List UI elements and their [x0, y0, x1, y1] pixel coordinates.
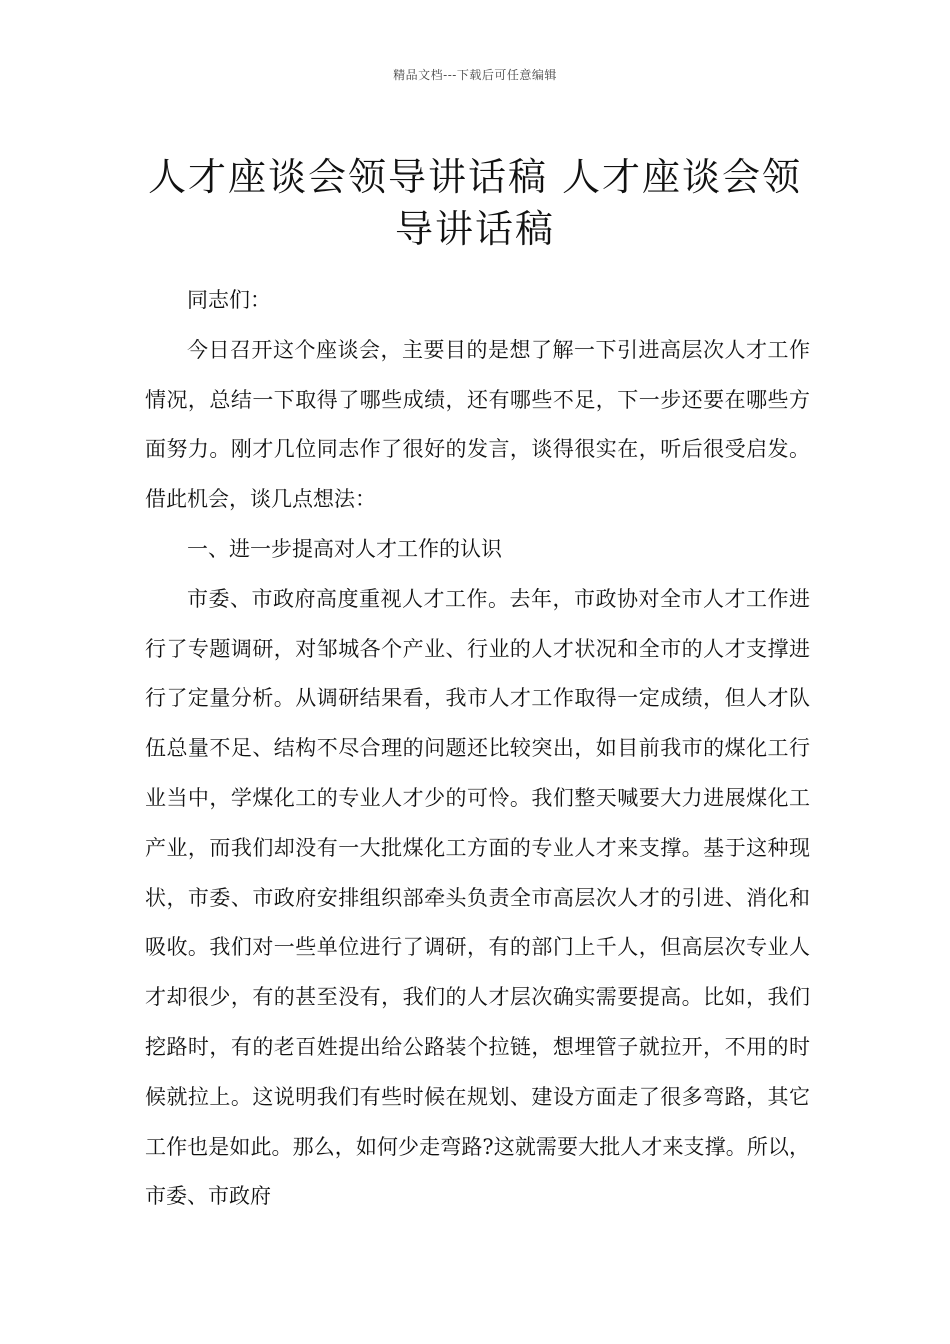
- salutation-paragraph: 同志们：: [187, 288, 271, 312]
- document-body: [145, 276, 810, 1222]
- document-title: 人才座谈会领导讲话稿 人才座谈会领导讲话稿: [147, 155, 803, 252]
- intro-paragraph: 今日召开这个座谈会，主要目的是想了解一下引进高层次人才工作情况，总结一下取得了哪些成绩，还有哪些不足，下一步还要在哪些方面努力。刚才几位同志作了很好的发言，谈得很实在，听后很受启发。借此机会，谈几点想法：: [145, 337, 810, 512]
- body-paragraph: 市委、市政府高度重视人才工作。去年，市政协对全市人才工作进行了专题调研，对邹城各个产业、行业的人才状况和全市的人才支撑进行了定量分析。从调研结果看，我市人才工作取得一定成绩，但人才队伍总量不足、结构不尽合理的问题还比较突出，如目前我市的煤化工行业当中，学煤化工的专业人才少的可怜。我们整天喊要大力进展煤化工产业，而我们却没有一大批煤化工方面的专业人才来支撑。基于这种现状，市委、市政府安排组织部牵头负责全市高层次人才的引进、消化和吸收。我们对一些单位进行了调研，有的部门上千人，但高层次专业人才却很少，有的甚至没有，我们的人才层次确实需要提高。比如，我们挖路时，有的老百姓提出给公路装个拉链，想埋管子就拉开，不用的时候就拉上。这说明我们有些时候在规划、建设方面走了很多弯路，其它工作也是如此。那么，如何少走弯路?这就需要大批人才来支撑。所以，市委、市政府: [145, 586, 810, 1209]
- header-note: 精品文档---下载后可任意编辑: [393, 68, 557, 82]
- section-heading: 一、进一步提高对人才工作的认识: [187, 536, 502, 561]
